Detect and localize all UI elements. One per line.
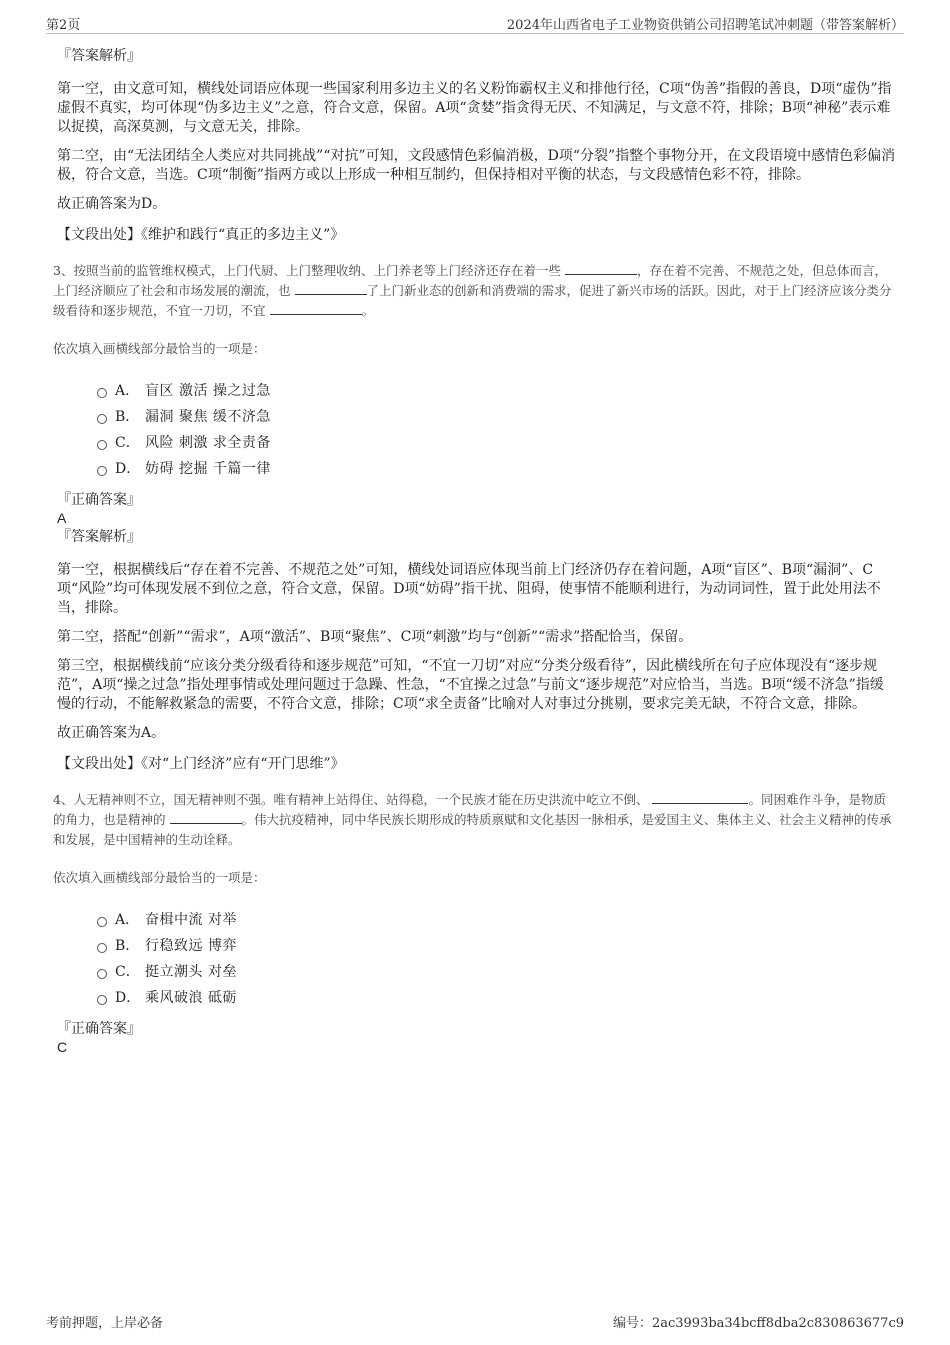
q4-stem-part-3: 。伟大抗疫精神，同中华民族长期形成的特质禀赋和文化基因一脉相承，是爱国主义、集体主义、社会主义精神的传承和发展，是中国精神的生动诠释。 <box>53 812 892 847</box>
q3-blank-3 <box>270 301 362 315</box>
option-letter: A． <box>115 912 140 928</box>
q3-options <box>97 377 897 481</box>
q3-stem-part-3: 了上门新业态的创新和消费端的需求，促进了新兴市场的活跃。因此，对于上门经济应该分类分级看待和逐步规范，不宜一刀切，不宜 <box>53 283 892 318</box>
q4-option-a[interactable] <box>97 906 897 932</box>
q4-option-d[interactable] <box>97 984 897 1010</box>
document-title: 2024年山西省电子工业物资供销公司招聘笔试冲刺题（带答案解析） <box>506 18 904 33</box>
q4-answer-value: C <box>57 1039 68 1055</box>
option-letter: C． <box>115 435 140 451</box>
page-number: 第2页 <box>46 18 81 33</box>
radio-icon[interactable] <box>97 440 107 450</box>
option-text: 乘风破浪 砥砺 <box>145 990 237 1006</box>
option-letter: A． <box>115 383 140 399</box>
q2-analysis-conclusion: 故正确答案为D。 <box>57 196 167 212</box>
option-text: 奋楫中流 对举 <box>145 912 237 928</box>
q4-blank-1 <box>652 790 748 804</box>
q2-source: 【文段出处】《维护和践行“真正的多边主义”》 <box>57 227 345 243</box>
q3-analysis-para-3: 第三空，根据横线前“应该分类分级看待和逐步规范”可知，“不宜一刀切”对应“分类分级看待”，因此横线所在句子应体现没有“逐步规范”，A项“操之过急”指处理事情或处理问题过于急躁、性急，“不宜操之过急”与前文“逐步规范”对应恰当，当选。B项“缓不济急”指缓慢的行动，不能解救紧急的需要，不符合文意，排除；C项“求全责备”比喻对人对事过分挑剔，要求完美无缺，不符合文意，排除。 <box>57 658 884 712</box>
radio-icon[interactable] <box>97 414 107 424</box>
option-letter: B． <box>115 409 140 425</box>
q3-stem-part-4: 。 <box>361 303 375 318</box>
radio-icon[interactable] <box>97 917 107 927</box>
q3-analysis-conclusion: 故正确答案为A。 <box>57 725 166 741</box>
radio-icon[interactable] <box>97 388 107 398</box>
option-text: 盲区 激活 操之过急 <box>145 383 271 399</box>
page-header <box>46 12 904 34</box>
q3-prompt: 依次填入画横线部分最恰当的一项是： <box>53 341 266 356</box>
footer-slogan: 考前押题，上岸必备 <box>46 1316 164 1331</box>
option-text: 行稳致远 博弈 <box>145 938 237 954</box>
q4-stem-part-1: 4、人无精神则不立，国无精神则不强。唯有精神上站得住、站得稳，一个民族才能在历史洪流中屹立不倒、 <box>53 792 649 807</box>
q3-blank-1 <box>565 261 637 275</box>
document-body <box>53 46 897 1056</box>
radio-icon[interactable] <box>97 466 107 476</box>
q4-options <box>97 906 897 1010</box>
q4-blank-2 <box>170 810 242 824</box>
q3-option-b[interactable] <box>97 403 897 429</box>
option-text: 挺立潮头 对垒 <box>145 964 237 980</box>
q4-answer-heading: 『正确答案』 <box>57 1021 141 1037</box>
q3-source: 【文段出处】《对“上门经济”应有“开门思维”》 <box>57 756 345 772</box>
option-letter: B． <box>115 938 140 954</box>
option-letter: C． <box>115 964 140 980</box>
q3-option-a[interactable] <box>97 377 897 403</box>
document-code: 编号：2ac3993ba34bcff8dba2c830863677c9 <box>612 1316 904 1331</box>
option-text: 风险 刺激 求全责备 <box>145 435 271 451</box>
q3-stem-part-2: ，存在着不完善、不规范之处，但总体而言，上门经济顺应了社会和市场发展的潮流，也 <box>53 263 887 298</box>
q4-stem <box>53 790 897 850</box>
q3-answer-heading: 『正确答案』 <box>57 492 141 508</box>
q3-analysis-heading: 『答案解析』 <box>57 529 141 545</box>
q2-analysis-para-2: 第二空，由“无法团结全人类应对共同挑战”“对抗”可知，文段感情色彩偏消极，D项“分裂”指整个事物分开，在文段语境中感情色彩偏消极，符合文意，当选。C项“制衡”指两方或以上形成一种相互制约，但保持相对平衡的状态，与文段感情色彩不符，排除。 <box>57 148 896 183</box>
q3-answer-value: A <box>57 510 67 526</box>
q3-stem <box>53 261 897 321</box>
radio-icon[interactable] <box>97 943 107 953</box>
option-text: 妨碍 挖掘 千篇一律 <box>145 461 271 477</box>
option-letter: D． <box>115 990 141 1006</box>
q3-analysis-para-2: 第二空，搭配“创新”“需求”，A项“激活”、B项“聚焦”、C项“刺激”均与“创新”“需求”搭配恰当，保留。 <box>57 629 693 645</box>
radio-icon[interactable] <box>97 995 107 1005</box>
q4-option-c[interactable] <box>97 958 897 984</box>
q2-analysis-para-1: 第一空，由文意可知，横线处词语应体现一些国家利用多边主义的名义粉饰霸权主义和排他行径，C项“伪善”指假的善良，D项“虚伪”指虚假不真实，均可体现“伪多边主义”之意，符合文意，保留。A项“贪婪”指贪得无厌、不知满足，与文意不符，排除；B项“神秘”表示难以捉摸，高深莫测，与文意无关，排除。 <box>57 81 892 135</box>
q3-stem-part-1: 3、按照当前的监管维权模式，上门代厨、上门整理收纳、上门养老等上门经济还存在着一些 <box>53 263 561 278</box>
q4-option-b[interactable] <box>97 932 897 958</box>
q2-analysis-heading: 『答案解析』 <box>57 48 141 64</box>
option-text: 漏洞 聚焦 缓不济急 <box>145 409 271 425</box>
q4-prompt: 依次填入画横线部分最恰当的一项是： <box>53 870 266 885</box>
q3-blank-2 <box>295 281 367 295</box>
q3-option-c[interactable] <box>97 429 897 455</box>
q3-analysis-para-1: 第一空，根据横线后“存在着不完善、不规范之处”可知，横线处词语应体现当前上门经济仍存在着问题，A项“盲区”、B项“漏洞”、C项“风险”均可体现发展不到位之意，符合文意，保留。D项“妨碍”指干扰、阻碍，使事情不能顺利进行，为动词词性，置于此处用法不当，排除。 <box>57 562 881 616</box>
q4-stem-part-2: 。同困难作斗争，是物质的角力，也是精神的 <box>53 792 886 827</box>
option-letter: D． <box>115 461 141 477</box>
radio-icon[interactable] <box>97 969 107 979</box>
q3-option-d[interactable] <box>97 455 897 481</box>
